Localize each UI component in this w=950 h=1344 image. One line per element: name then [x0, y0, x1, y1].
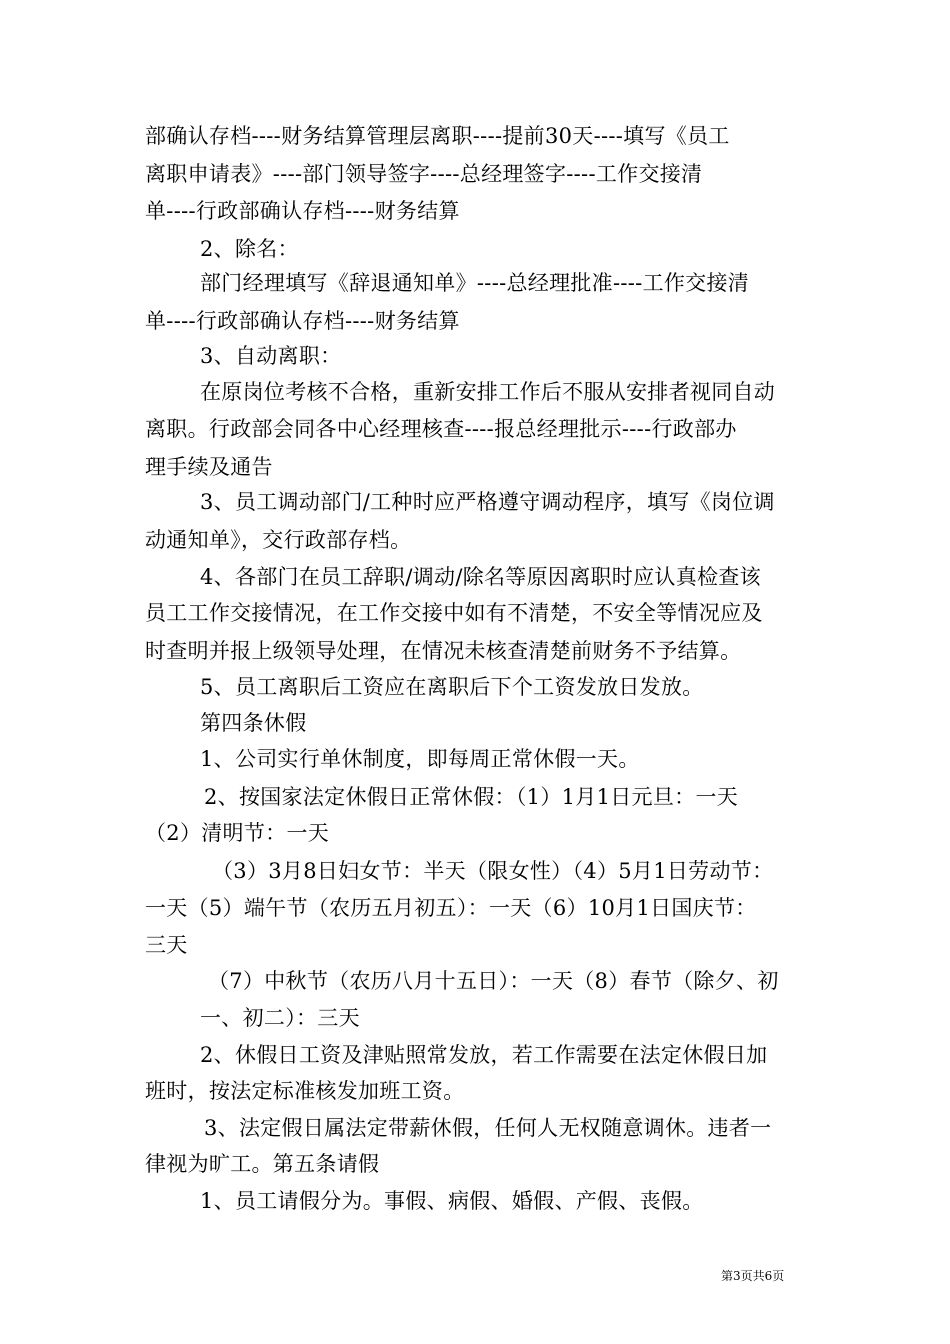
text-line-12: 动通知单》，交行政部存档。 — [145, 528, 412, 552]
section-heading-leave: 第四条休假 — [200, 711, 307, 735]
text-line-7: 3、自动离职： — [200, 344, 342, 368]
text-line-22: 一天（5）端午节（农历五月初五）：一天（6）10月1日国庆节： — [145, 896, 757, 920]
text-line-4: 2、除名： — [200, 237, 299, 261]
text-line-20: （2）清明节：一天 — [145, 821, 330, 845]
text-line-21: （3）3月8日妇女节：半天（限女性）（4）5月1日劳动节： — [212, 859, 774, 883]
text-line-15: 时查明并报上级领导处理，在情况未核查清楚前财务不予结算。 — [145, 639, 742, 663]
text-line-24: （7）中秋节（农历八月十五日）：一天（8）春节（除夕、初 — [208, 969, 779, 993]
text-line-19: 2、按国家法定休假日正常休假：（1）1月1日元旦：一天 — [204, 785, 739, 809]
text-line-23: 三天 — [145, 933, 188, 957]
text-line-2: 离职申请表》----部门领导签字----总经理签字----工作交接清 — [145, 162, 703, 186]
page-number: 第3页共6页 — [721, 1269, 785, 1283]
text-line-28: 3、法定假日属法定带薪休假，任何人无权随意调休。违者一 — [204, 1116, 772, 1140]
text-line-25: 一、初二）：三天 — [200, 1006, 360, 1030]
text-line-13: 4、各部门在员工辞职/调动/除名等原因离职时应认真检查该 — [200, 565, 761, 589]
text-line-18: 1、公司实行单休制度，即每周正常休假一天。 — [200, 747, 640, 771]
text-line-5: 部门经理填写《辞退通知单》----总经理批准----工作交接清 — [200, 271, 750, 295]
text-line-8: 在原岗位考核不合格，重新安排工作后不服从安排者视同自动 — [200, 380, 776, 404]
text-line-3: 单----行政部确认存档----财务结算 — [145, 199, 460, 223]
text-line-11: 3、员工调动部门/工种时应严格遵守调动程序，填写《岗位调 — [200, 490, 775, 514]
text-line-27: 班时，按法定标准核发加班工资。 — [145, 1079, 465, 1103]
text-line-1: 部确认存档----财务结算管理层离职----提前30天----填写《员工 — [145, 124, 730, 148]
text-line-14: 员工工作交接情况，在工作交接中如有不清楚，不安全等情况应及 — [145, 601, 763, 625]
text-line-26: 2、休假日工资及津贴照常发放，若工作需要在法定休假日加 — [200, 1043, 768, 1067]
text-line-30: 1、员工请假分为。事假、病假、婚假、产假、丧假。 — [200, 1189, 704, 1213]
text-line-6: 单----行政部确认存档----财务结算 — [145, 309, 460, 333]
text-line-16: 5、员工离职后工资应在离职后下个工资发放日发放。 — [200, 675, 704, 699]
text-line-9: 离职。行政部会同各中心经理核查----报总经理批示----行政部办 — [145, 417, 737, 441]
text-line-10: 理手续及通告 — [145, 455, 273, 479]
text-line-29: 律视为旷工。第五条请假 — [145, 1152, 380, 1176]
